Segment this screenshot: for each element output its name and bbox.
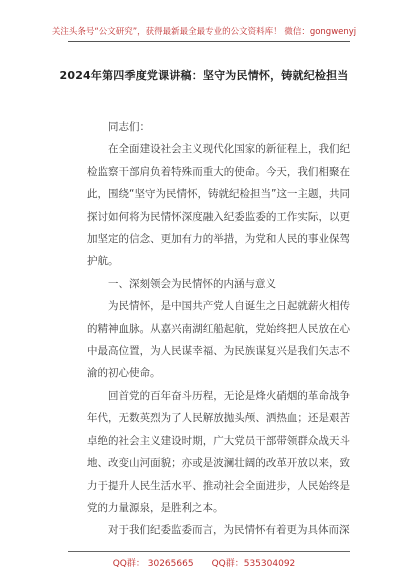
document-body (87, 116, 350, 542)
section-heading: 一、深刻领会为民情怀的内涵与意义 (108, 277, 276, 290)
paragraph-1: 为民情怀，是中国共产党人自诞生之日起就薪火相传的精神血脉。从嘉兴南湖红船起航，党始终把人民放在心中最高位置，为人民谋幸福、为民族谋复兴是我们矢志不渝的初心使命。 (87, 300, 350, 380)
paragraph-3: 对于我们纪委监委而言，为民情怀有着更为具体而深 (108, 524, 350, 537)
footer-divider (68, 551, 350, 552)
footer-contact (0, 556, 408, 569)
paragraph-2: 回首党的百年奋斗历程，无论是烽火硝烟的革命战争年代，无数英烈为了人民解放抛头颅、洒热血；还是艰苦卓绝的社会主义建设时期，广大党员干部带领群众战天斗地、改变山河面貌；亦或是波澜壮阔的改革开放以来，致力于提升人民生活水平、推动社会全面进步，人民始终是党的力量源泉，是胜利之本。 (87, 389, 350, 514)
header-notice: 关注头条号“公文研究”，获得最新最全最专业的公文资料库！ 微信：gongwenyj (51, 27, 357, 37)
header-divider (68, 41, 350, 42)
qq-group-1: QQ群： 30265665 (112, 559, 194, 569)
paragraph-intro: 在全面建设社会主义现代化国家的新征程上，我们纪检监察干部肩负着特殊而重大的使命。今天，我们相聚在此，围绕“坚守为民情怀，铸就纪检担当”这一主题，共同探讨如何将为民情怀深度融入纪委监委的工作实际，以更加坚定的信念、更加有力的举措，为党和人民的事业保驾护航。 (87, 143, 350, 268)
qq-group-2: QQ群：535304092 (211, 559, 296, 569)
greeting: 同志们： (108, 121, 150, 133)
document-title: 2024年第四季度党课讲稿：坚守为民情怀，铸就纪检担当 (59, 69, 349, 82)
